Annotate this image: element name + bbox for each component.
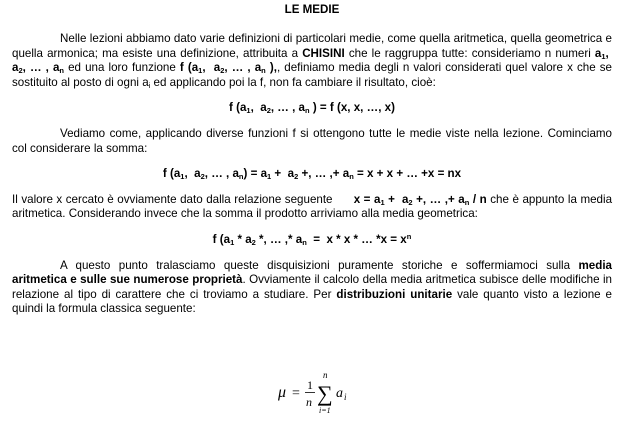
formula-chisini: f ($a_1$, $a_2$, … , $a_n$ ) = f (x, x, …, x): [229, 101, 395, 116]
formula-mean-classic: [276, 368, 366, 418]
text-run: , definiamo media degli n valori considerati quel valore x che se sostituito al posto di ogni: [12, 61, 613, 89]
text-run: che le raggruppa tutte: consideriamo n numeri: [344, 46, 595, 60]
fraction-numerator: 1: [307, 378, 313, 392]
text-run: . Ovviamente il calcolo della media aritmetica subisce delle modifiche in relazione al tipo di carattere che ci troviamo a studiare. Per: [12, 273, 612, 301]
inline-arithmetic-mean-formula: $x = a_1 + a_2$ +, … ,+ $a_n$ / n: [353, 192, 487, 207]
text-run: vale quanto visto a lezione e quindi la formula classica seguente:: [12, 287, 613, 316]
text-run: Nelle lezioni abbiamo dato varie definizioni di particolari medie, come quella aritmetica, quella geometrica e quella armonica; ma esiste una definizione, attribuita a: [12, 32, 612, 60]
text-run: ed una loro funzione: [64, 61, 180, 75]
inline-ai: $a_i$: [142, 75, 151, 90]
inline-function: f ($a_1$, $a_2$, … , $a_n$ ),: [179, 61, 277, 76]
text-run: Il valore x cercato è ovviamente dato dalla relazione seguente: [12, 192, 333, 206]
document-page: [12, 2, 612, 317]
text-run: A questo punto tralasciamo queste disquisizioni puramente storiche e soffermiamoci sulla: [60, 258, 579, 272]
sum-lower-limit: i=1: [319, 406, 331, 415]
formula-geometric: f ($a_1 * a_2$ *, … ,* $a_n = x * x$ * … $*x = x^n$: [212, 231, 412, 247]
sigma-symbol: ∑: [317, 381, 333, 406]
bold-phrase-media-aritmetica: media aritmetica e sulle sue numerose proprietà: [12, 258, 612, 287]
formula-arithmetic: f ($a_1$, $a_2$, … , $a_n) = a_1 + a_2$ +, … ,+ $a_n = x + x$ + … +x = nx: [162, 167, 462, 182]
fraction-denominator: n: [306, 395, 312, 409]
paragraph-properties: [12, 259, 612, 317]
paragraph-arithmetic-mean: [12, 193, 612, 222]
chisini-name: CHISINI: [302, 46, 345, 60]
paragraph-sum: Vediamo come, applicando diverse funzioni f si ottengono tutte le medie viste nella lezione. Cominciamo col considerare la somma:: [12, 126, 612, 155]
page-title: LE MEDIE: [284, 3, 340, 16]
paragraph-chisini-definition: [12, 32, 612, 90]
text-run: ed applicando poi la f, non fa cambiare il risultato, cioè:: [150, 75, 436, 89]
mu-symbol: μ: [278, 384, 287, 401]
summand-a: a: [336, 386, 343, 401]
text-run: che è appunto la media aritmetica. Considerando invece che la somma il prodotto arriviamo alla media geometrica:: [12, 192, 613, 221]
equals-sign: =: [292, 386, 300, 401]
bold-phrase-distribuzioni-unitarie: distribuzioni unitarie: [336, 287, 453, 301]
sum-upper-limit: n: [323, 370, 328, 380]
inline-numbers-list: $a_1$, $a_2$, … , $a_n$: [12, 46, 612, 76]
formula-mean-svg: [276, 368, 366, 418]
summand-subscript: i: [344, 392, 347, 402]
